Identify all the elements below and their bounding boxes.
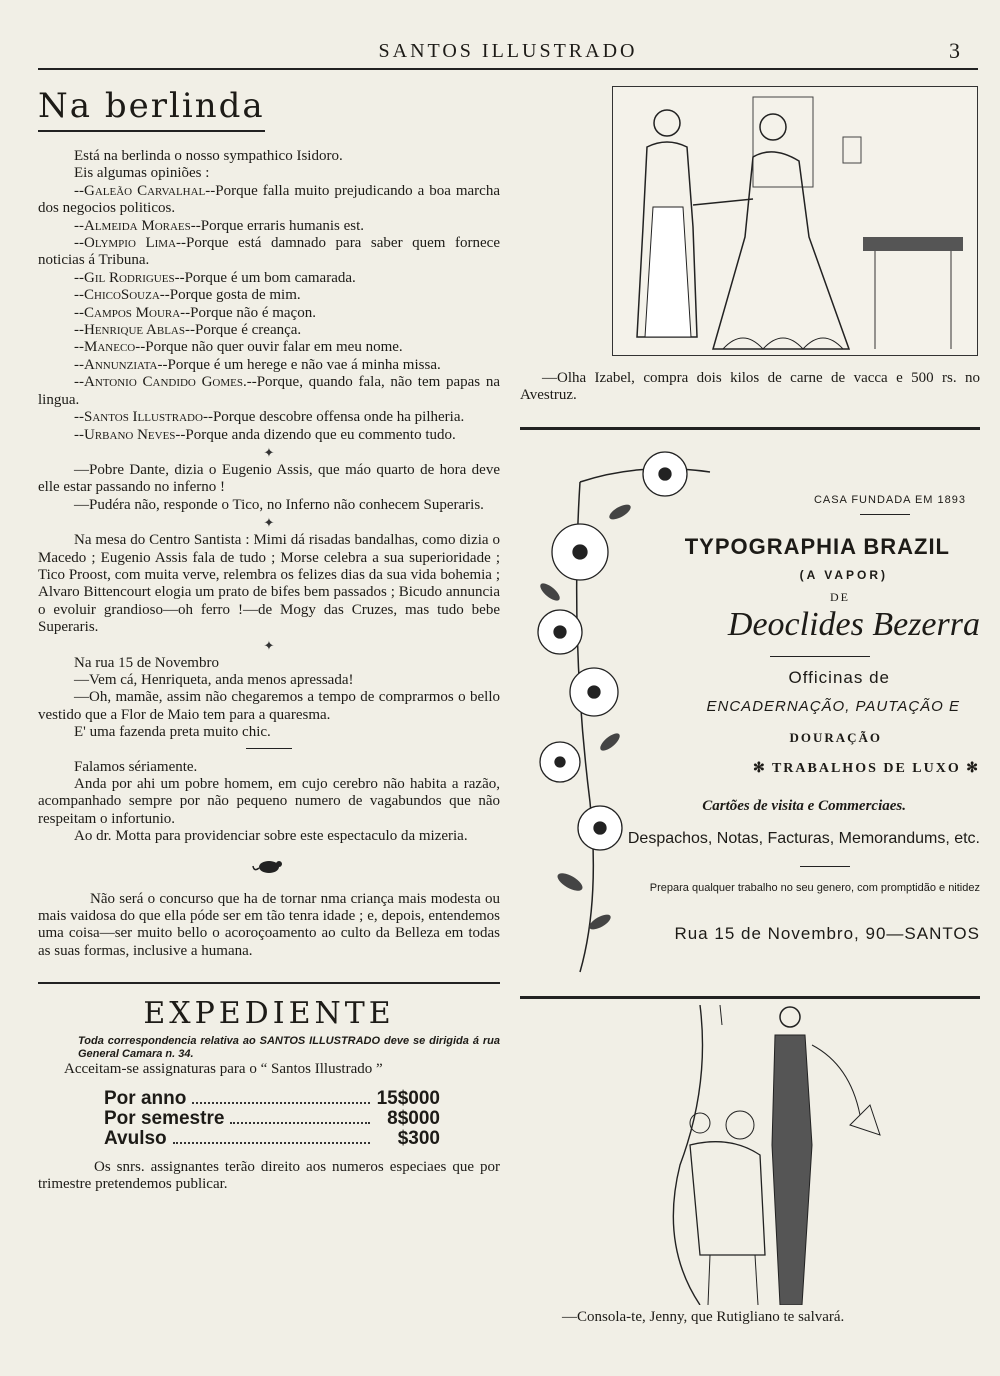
price-row: [104, 1089, 440, 1109]
ad-founded: CASA FUNDADA EM 1893: [813, 493, 966, 506]
opinion-text: --Porque gosta de mim.: [159, 287, 301, 304]
floral-border-icon: [520, 442, 730, 982]
opinion-item: --Annunziata--Porque é um herege e não vae á minha missa.: [74, 356, 441, 373]
expediente-title: EXPEDIENTE: [143, 996, 395, 1032]
caption-kitchen: —Olha Izabel, compra dois kilos de carne de vacca e 500 rs. no Avestruz.: [520, 370, 980, 404]
opinion-text: --Porque não é maçon.: [180, 304, 316, 321]
opinion-item: --Galeão Carvalhal--Porque falla muito prejudicando a boa marcha dos negocios politicos.: [38, 182, 500, 217]
price-label: Avulso: [104, 1127, 167, 1149]
advertisement-typographia: [520, 442, 980, 982]
price-label: Por anno: [104, 1087, 187, 1109]
opinion-name: Almeida Moraes: [84, 217, 191, 234]
price-value: 15$000: [376, 1087, 440, 1109]
opinions-list: [38, 183, 500, 444]
rua-heading: Na rua 15 de Novembro: [74, 654, 219, 671]
opinion-name: Annunziata: [84, 356, 158, 373]
berlinda-intro-2: Eis algumas opiniões :: [74, 165, 210, 182]
opinion-text: --Porque descobre offensa onde ha pilheria.: [202, 409, 465, 426]
opinion-item: --Santos Illustrado--Porque descobre offensa onde ha pilheria.: [74, 409, 465, 426]
rua-line: —Vem cá, Henriqueta, anda menos apressada!: [74, 671, 354, 688]
opinion-text: --Porque é um herege e não vae á minha missa.: [157, 356, 441, 373]
caption-jenny: —Consola-te, Jenny, que Rutigliano te salvará.: [562, 1308, 845, 1325]
price-row: [104, 1109, 440, 1129]
price-label: Por semestre: [104, 1107, 225, 1129]
opinion-name: Gil Rodrigues: [84, 269, 175, 286]
opinion-text: --Porque é creança.: [184, 322, 302, 339]
ad-owner: Deoclides Bezerra: [727, 605, 980, 643]
rat-vignette-icon: [38, 856, 500, 881]
page-number: 3: [949, 38, 960, 63]
ad-de: DE: [830, 589, 850, 604]
ad-luxo-label: TRABALHOS DE LUXO: [771, 760, 961, 776]
opinion-name: ChicoSouza: [84, 287, 160, 304]
masthead-title: SANTOS ILLUSTRADO: [378, 40, 638, 62]
expediente-aceitam: Acceitam-se assignaturas para o “ Santos Illustrado ”: [64, 1061, 383, 1078]
page-header: [38, 38, 978, 70]
opinion-item: --Maneco--Porque não quer ouvir falar em meu nome.: [74, 339, 403, 356]
falamos-paragraph: Anda por ahi um pobre homem, em cujo cerebro não habita a razão, acompanhado sempre por não pequeno numero de vagabundos que não respeitam o infortunio.: [38, 776, 500, 827]
opinion-item: --Urbano Neves--Porque anda dizendo que eu commento tudo.: [74, 426, 456, 443]
berlinda-intro: Está na berlinda o nosso sympathico Isidoro.: [74, 148, 343, 164]
opinion-text: --Porque anda dizendo que eu commento tudo.: [175, 426, 456, 443]
concurso-paragraph: Não será o concurso que ha de tornar nma criança mais modesta ou mais vaidosa do que ella póde ser em tão tenra idade ; e, depois, entendemos uma coisa—ser muito bello o acoroçoamento ao culto da Belleza em todas as suas formas, inclusive a humana.: [38, 890, 500, 959]
opinion-name: Urbano Neves: [84, 426, 176, 443]
opinion-text: --Porque está damnado para saber quem fornece noticias á Tribuna.: [38, 235, 500, 269]
ad-luxo: ✻ TRABALHOS DE LUXO ✻: [752, 760, 980, 776]
ornament-line: [246, 748, 292, 749]
ornament-divider: ✦: [263, 515, 275, 531]
opinion-text: --Porque falla muito prejudicando a boa marcha dos negocios politicos.: [38, 182, 500, 217]
opinion-name: Antonio Candido Gomes.: [84, 374, 247, 391]
falamos-paragraph: Ao dr. Motta para providenciar sobre este espectaculo da mizeria.: [74, 828, 468, 845]
ad-officinas: Officinas de: [788, 667, 890, 687]
right-column: [520, 86, 980, 1326]
opinion-item: --Campos Moura--Porque não é maçon.: [74, 304, 316, 321]
ad-despachos: Despachos, Notas, Facturas, Memorandums, etc.: [627, 829, 980, 847]
falamos-heading: Falamos sériamente.: [74, 758, 198, 775]
opinion-name: Santos Illustrado: [84, 409, 203, 426]
ad-vapor: (A VAPOR): [799, 567, 888, 582]
opinion-text: --Porque não quer ouvir falar em meu nome.: [135, 339, 403, 356]
opinion-item: --Henrique Ablas--Porque é creança.: [74, 322, 302, 339]
price-row: [104, 1129, 440, 1149]
opinion-text: --Porque erraris humanis est.: [190, 217, 365, 234]
rua-line: E' uma fazenda preta muito chic.: [74, 724, 271, 741]
dante-reply: —Pudéra não, responde o Tico, no Inferno não conhecem Superaris.: [74, 496, 484, 513]
section-rule: [520, 427, 980, 430]
price-value: 8$000: [387, 1107, 440, 1129]
ad-address: Rua 15 de Novembro, 90—SANTOS: [674, 923, 980, 943]
opinion-item: --Olympio Lima--Porque está damnado para saber quem fornece noticias á Tribuna.: [38, 235, 500, 269]
ad-company-name: TYPOGRAPHIA BRAZIL: [684, 533, 950, 559]
price-table: [104, 1089, 500, 1149]
mesa-paragraph: Na mesa do Centro Santista : Mimi dá risadas bandalhas, como dizia o Macedo ; Eugenio Assis fala de tudo ; Morse celebra a sua superioridade ; Tico Proost, com muita verve, relembra os felizes dias da sua vida bohemia ; Alvaro Bittencourt elogia um prato de bifes bem passados ; Bicudo annuncia o evoluir grandioso—oh ferro !—de Mogy das Cruzes, mas tudo bebe Superaris.: [38, 532, 500, 636]
expediente-footer: Os snrs. assignantes terão direito aos numeros especiaes que por trimestre pretendemos publicar.: [38, 1158, 500, 1193]
opinion-name: Campos Moura: [84, 304, 181, 321]
section-rule: [38, 982, 500, 984]
opinion-text: --Porque é um bom camarada.: [174, 269, 356, 286]
opinion-item: --Antonio Candido Gomes.--Porque, quando fala, não tem papas na lingua.: [38, 374, 500, 408]
ad-douracao: DOURAÇÃO: [789, 729, 882, 745]
ad-services: ENCADERNAÇÃO, PAUTAÇÃO E: [706, 697, 960, 715]
opinion-item: --ChicoSouza--Porque gosta de mim.: [74, 287, 301, 304]
opinion-name: Olympio Lima: [84, 235, 177, 252]
expediente-note: Toda correspondencia relativa ao SANTOS ILLUSTRADO deve se dirigida á rua General Camara n. 34.: [78, 1035, 500, 1061]
illustration-kitchen: [612, 86, 978, 356]
ad-cartoes: Cartões de visita e Commerciaes.: [702, 797, 906, 814]
rua-line: —Oh, mamãe, assim não chegaremos a tempo de comprarmos o bello vestido que a Flor de Maio tem para a quaresma.: [38, 689, 500, 723]
section-rule: [520, 996, 980, 999]
left-column: [38, 86, 500, 1193]
dante-paragraph: —Pobre Dante, dizia o Eugenio Assis, que máo quarto de hora deve elle estar passando no inferno !: [38, 461, 500, 496]
opinion-name: Henrique Ablas: [84, 322, 185, 339]
opinion-text: --Porque, quando fala, não tem papas na lingua.: [38, 374, 500, 408]
ornament-divider: ✦: [263, 637, 275, 653]
section-title-berlinda: Na berlinda: [38, 86, 265, 132]
opinion-item: --Almeida Moraes--Porque erraris humanis est.: [74, 217, 365, 234]
opinion-name: Maneco: [84, 339, 136, 356]
ornament-divider: ✦: [263, 444, 275, 460]
opinion-name: Galeão Carvalhal: [84, 182, 206, 199]
illustration-jenny: [550, 1005, 970, 1305]
price-value: $300: [397, 1127, 440, 1149]
ad-prepara: Prepara qualquer trabalho no seu genero, com promptidão e nitidez: [649, 881, 980, 894]
opinion-item: --Gil Rodrigues--Porque é um bom camarada.: [74, 269, 356, 286]
